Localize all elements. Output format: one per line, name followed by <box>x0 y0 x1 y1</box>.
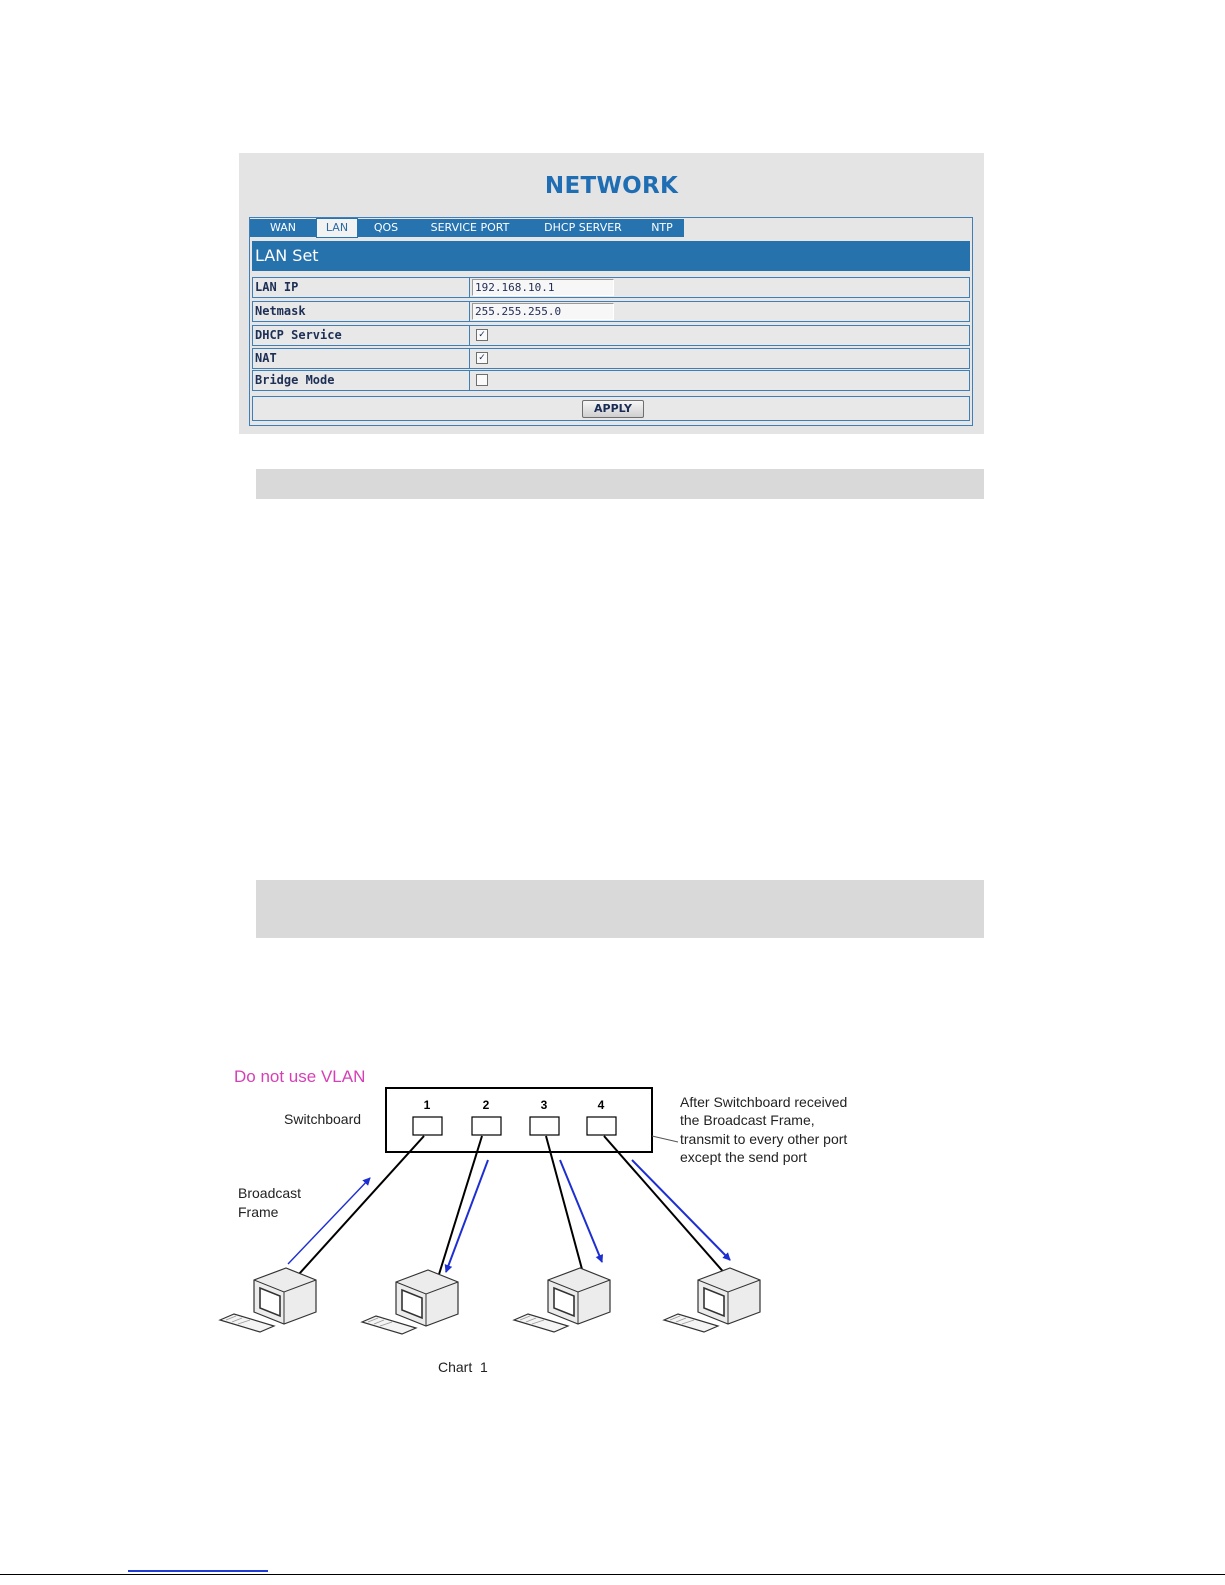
cable-1 <box>290 1136 424 1284</box>
settings-frame <box>249 217 973 426</box>
switch-port-4 <box>587 1117 616 1135</box>
page-title: NETWORK <box>544 173 679 199</box>
cable-2 <box>436 1136 482 1284</box>
switch-port-3 <box>530 1117 559 1135</box>
forward-arrow-2 <box>446 1160 488 1272</box>
lan-ip-label: LAN IP <box>253 278 470 297</box>
tab-wan[interactable]: WAN <box>256 219 310 237</box>
computer-icon <box>362 1270 458 1334</box>
gray-bar-bottom <box>256 880 984 938</box>
footer-rule <box>0 1574 1225 1575</box>
diagram-title: Do not use VLAN <box>234 1067 366 1086</box>
section-header: LAN Set <box>252 241 970 271</box>
footer-link-underline[interactable] <box>128 1570 268 1572</box>
bridge-mode-checkbox[interactable] <box>476 374 488 386</box>
port-number-4: 4 <box>597 1098 605 1112</box>
port-number-2: 2 <box>482 1098 490 1112</box>
nat-label: NAT <box>253 349 470 368</box>
tab-service-port[interactable]: SERVICE PORT <box>414 219 526 237</box>
network-panel <box>239 153 984 434</box>
nat-checkbox[interactable]: ✓ <box>476 352 488 364</box>
tab-lan[interactable]: LAN <box>316 218 358 238</box>
netmask-label: Netmask <box>253 302 470 321</box>
forward-arrow-4 <box>632 1160 730 1260</box>
broadcast-label-line-1: Broadcast <box>238 1185 302 1201</box>
netmask-row <box>252 301 970 322</box>
tab-ntp[interactable]: NTP <box>640 219 684 237</box>
lan-ip-input[interactable]: 192.168.10.1 <box>472 279 614 296</box>
note-line-1: After Switchboard received <box>680 1094 848 1110</box>
vlan-diagram <box>200 1060 900 1380</box>
note-line-2: the Broadcast Frame, <box>680 1112 815 1128</box>
dhcp-service-checkbox[interactable]: ✓ <box>476 329 488 341</box>
computer-icon <box>220 1268 316 1332</box>
bridge-mode-row <box>252 370 970 391</box>
switch-port-2 <box>472 1117 501 1135</box>
port-number-1: 1 <box>423 1098 431 1112</box>
diagram-svg <box>200 1060 900 1380</box>
tab-dhcp-server[interactable]: DHCP SERVER <box>532 219 634 237</box>
note-leader-line <box>652 1136 678 1142</box>
tab-qos[interactable]: QOS <box>364 219 408 237</box>
gray-bar-top <box>256 469 984 499</box>
broadcast-label-line-2: Frame <box>238 1204 279 1220</box>
netmask-input[interactable]: 255.255.255.0 <box>472 303 614 320</box>
apply-button[interactable]: APPLY <box>582 400 644 418</box>
note-line-3: transmit to every other port <box>680 1131 848 1147</box>
switch-port-1 <box>413 1117 442 1135</box>
tab-bar <box>250 218 972 238</box>
apply-row <box>252 396 970 421</box>
port-number-3: 3 <box>540 1098 548 1112</box>
nat-row <box>252 348 970 369</box>
lan-ip-row <box>252 277 970 298</box>
note-line-4: except the send port <box>680 1149 807 1165</box>
switchboard-label: Switchboard <box>284 1111 362 1127</box>
computer-icon <box>514 1268 610 1332</box>
dhcp-service-label: DHCP Service <box>253 326 470 345</box>
bridge-mode-label: Bridge Mode <box>253 371 470 390</box>
dhcp-service-row <box>252 325 970 346</box>
diagram-caption: Chart 1 <box>438 1359 488 1375</box>
computer-icon <box>664 1268 760 1332</box>
